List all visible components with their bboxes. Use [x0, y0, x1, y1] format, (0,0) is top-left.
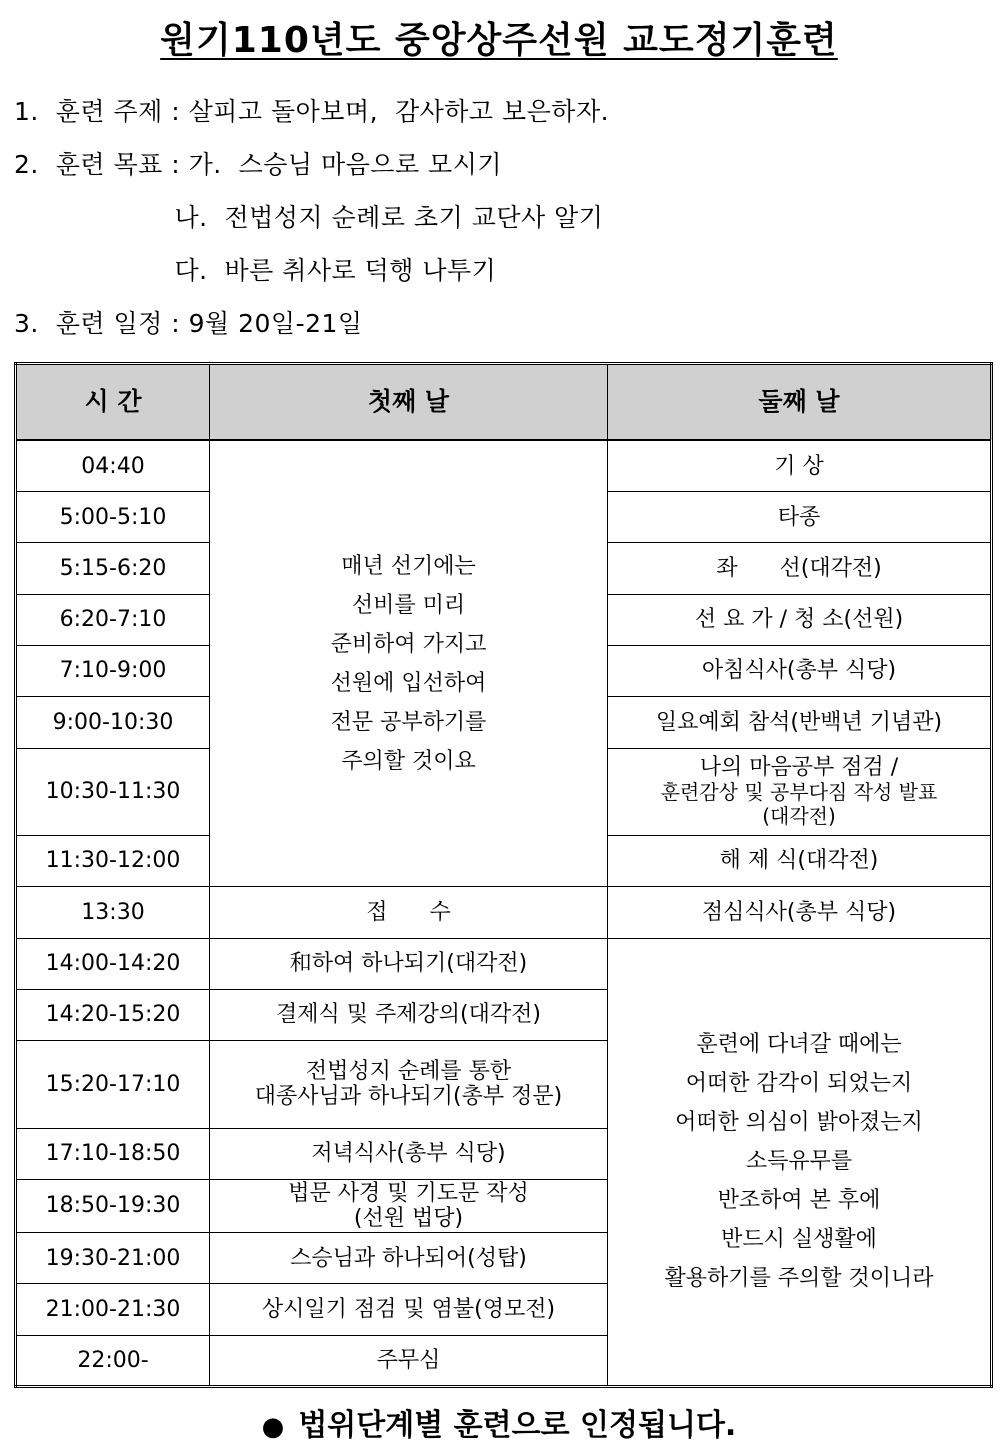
- time-cell: 14:20-15:20: [16, 989, 210, 1040]
- footer-note: [0, 1400, 998, 1444]
- time-cell: 14:00-14:20: [16, 938, 210, 989]
- table-row: [16, 440, 992, 491]
- day2-cell: 일요예회 참석(반백년 기념관): [608, 697, 992, 748]
- time-cell: 19:30-21:00: [16, 1233, 210, 1284]
- day2-afternoon-cell: [608, 938, 992, 1387]
- training-theme: 1. 훈련 주제 : 살피고 돌아보며, 감사하고 보은하자.: [14, 97, 610, 126]
- time-cell: 5:15-6:20: [16, 543, 210, 594]
- day1-cell: 주무심: [210, 1335, 608, 1386]
- time-cell: 5:00-5:10: [16, 492, 210, 543]
- table-header-row: [16, 364, 992, 441]
- day1-cell: 저녁식사(총부 식당): [210, 1128, 608, 1179]
- training-schedule-date: 3. 훈련 일정 : 9월 20일-21일: [14, 309, 363, 338]
- day1-1850-line1: 법문 사경 및 기도문 작성: [288, 1180, 529, 1206]
- day1-cell: [210, 1041, 608, 1128]
- day1-cell: 결제식 및 주제강의(대각전): [210, 989, 608, 1040]
- day2-cell: 좌 선(대각전): [608, 543, 992, 594]
- day2-cell: 해 제 식(대각전): [608, 835, 992, 886]
- time-cell: 9:00-10:30: [16, 697, 210, 748]
- day1-morning-cell: [210, 440, 608, 886]
- day1-cell: 상시일기 점검 및 염불(영모전): [210, 1284, 608, 1335]
- day1-1520-line2: 대종사님과 하나되기(총부 정문): [254, 1084, 563, 1110]
- day2-1030-line3: (대각전): [762, 804, 836, 829]
- day2-1030-line1: 나의 마음공부 점검 /: [699, 755, 899, 781]
- day1-1520-line1: 전법성지 순례를 통한: [305, 1058, 512, 1084]
- time-cell: 15:20-17:10: [16, 1041, 210, 1128]
- day1-cell: [210, 1179, 608, 1232]
- header-time: 시 간: [16, 364, 210, 441]
- day2-cell: [608, 748, 992, 835]
- training-goal-a: 2. 훈련 목표 : 가. 스승님 마음으로 모시기: [14, 150, 502, 179]
- time-cell: 17:10-18:50: [16, 1128, 210, 1179]
- time-cell: 6:20-7:10: [16, 594, 210, 645]
- table-row: [16, 887, 992, 938]
- day1-morning-text: 매년 선기에는 선비를 미리 준비하여 가지고 선원에 입선하여 전문 공부하기를 주의할 것이요: [330, 553, 487, 774]
- day2-cell: 선 요 가 / 청 소(선원): [608, 594, 992, 645]
- day2-cell: 타종: [608, 492, 992, 543]
- day1-cell: 스승님과 하나되어(성탑): [210, 1233, 608, 1284]
- day2-cell: 점심식사(총부 식당): [608, 887, 992, 938]
- time-cell: 13:30: [16, 887, 210, 938]
- header-day1: 첫째 날: [210, 364, 608, 441]
- day1-1850-line2: (선원 법당): [353, 1205, 464, 1231]
- time-cell: 21:00-21:30: [16, 1284, 210, 1335]
- day2-cell: 아침식사(총부 식당): [608, 645, 992, 696]
- table-row: [16, 938, 992, 989]
- day1-cell: 접 수: [210, 887, 608, 938]
- time-cell: 7:10-9:00: [16, 645, 210, 696]
- day2-cell: 기 상: [608, 440, 992, 491]
- header-day2: 둘째 날: [608, 364, 992, 441]
- time-cell: 10:30-11:30: [16, 748, 210, 835]
- day2-afternoon-text: 훈련에 다녀갈 때에는 어떠한 감각이 되었는지 어떠한 의심이 밝아졌는지 소득유무를 반조하여 본 후에 반드시 실생활에 활용하기를 주의할 것이니라: [664, 1032, 934, 1292]
- time-cell: 18:50-19:30: [16, 1179, 210, 1232]
- time-cell: 04:40: [16, 440, 210, 491]
- footer-text: 법위단계별 훈련으로 인정됩니다.: [298, 1408, 737, 1443]
- day1-cell: 和하여 하나되기(대각전): [210, 938, 608, 989]
- day2-1030-line2: 훈련감상 및 공부다짐 작성 발표: [660, 780, 938, 805]
- training-goal-b: 나. 전법성지 순례로 초기 교단사 알기: [14, 203, 604, 232]
- bullet-icon: ●: [261, 1412, 285, 1442]
- training-goal-c: 다. 바른 취사로 덕행 나투기: [14, 256, 497, 285]
- time-cell: 22:00-: [16, 1335, 210, 1386]
- time-cell: 11:30-12:00: [16, 835, 210, 886]
- document-title: 원기110년도 중앙상주선원 교도정기훈련: [160, 20, 838, 61]
- schedule-table: [14, 362, 993, 1388]
